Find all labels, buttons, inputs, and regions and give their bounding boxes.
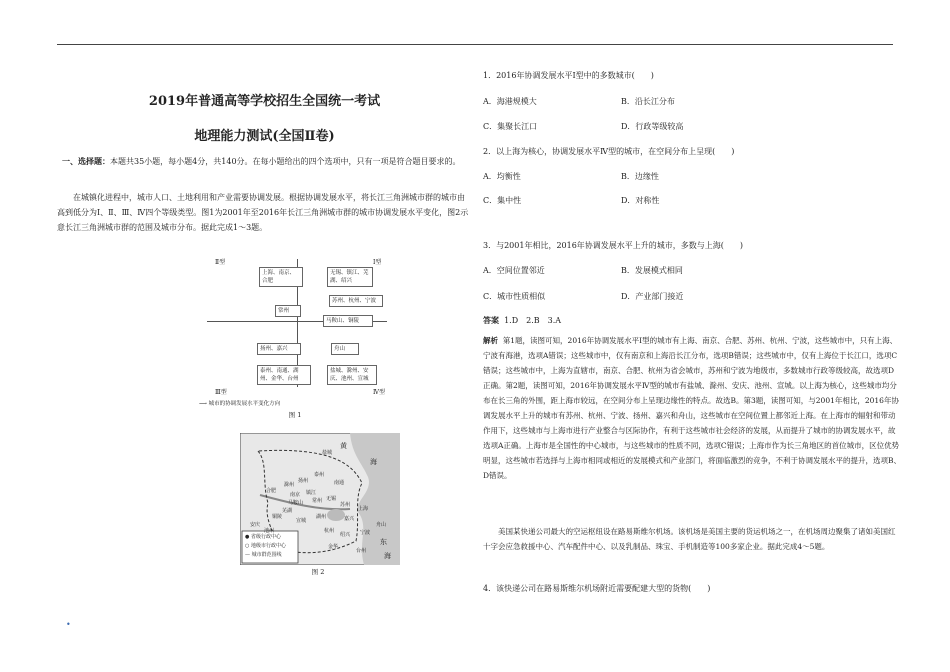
figure1-legend: ⟶ 城市的协调发展水平变化方向 [199, 401, 281, 407]
sea-label-4: 海 [384, 552, 391, 560]
box-shanghai-nanjing-hefei: 上海、南京、合肥 [259, 267, 303, 287]
box-changzhou: 常州 [275, 305, 301, 317]
city-jinhua: 金华 [328, 544, 339, 550]
city-zhoushan: 舟山 [376, 522, 387, 528]
legend-provincial: 省级行政中心 [250, 534, 281, 540]
city-nantong: 南通 [334, 480, 345, 486]
legend-boundary: 城市群范围线 [251, 552, 282, 558]
question-2-stem: 2．以上海为核心，协调发展水平Ⅳ型的城市，在空间分布上呈现( ) [483, 147, 735, 156]
sea-label-2: 海 [370, 458, 377, 466]
q2-option-a: A．均衡性 [483, 172, 521, 181]
city-tongling: 铜陵 [272, 514, 283, 520]
city-changzhou: 常州 [312, 498, 323, 504]
header-rule [57, 44, 893, 45]
explain-text: 第1题，读图可知，2016年协调发展水平Ⅰ型的城市有上海、南京、合肥、苏州、杭州、宁波，这些城市中，只有上海、宁波有海港，选项A错误；这些城市中，仅有南京和上海沿长江分布，选项B错误；这些城市中，仅有上海位于长江口，选项C错误；这些城市中，上海为直辖市，南京、合肥、杭州为省会城市，苏州和宁波为地级市，多数城市行政等级较高，故选项D正确。第2题，读图可知，2016年协调发展水平Ⅳ型的城市有盐城、滁州、安庆、池州、宣城。以上海为核心，这些城市均分布在长三角的外围，距上海市较远，在空间分布上呈现边缘性的特点。故选B。第3题，读图可知，与2001年相比，2016年协调发展水平上升的城市有苏州、杭州、宁波、扬州、嘉兴和舟山，这些城市在空间位置上都邻近上海。在上海市的辐射和带动作用下，这些城市与上海市进行产业整合与区际协作，有利于这些城市社会经济的发展，从而提升了城市的协调发展水平，故选项A正确。上海市是全国性的中心城市，与这些城市的性质不同，选项C错误；上海市作为长三角地区的首位城市，区位优势明显，这些城市若选择与上海市相同或相近的发展模式和产业部门，将面临激烈的竞争，不利于协调发展水平的提升，选项B、D错误。 [483, 336, 902, 480]
exam-title: 2019年普通高等学校招生全国统一考试 [148, 94, 381, 109]
city-wuhu: 芜湖 [282, 508, 293, 514]
answer-text: 1.D 2.B 3.A [504, 316, 562, 325]
type-iii-label: Ⅲ型 [215, 389, 227, 396]
box-suzhou-hangzhou-ningbo: 苏州、杭州、宁波 [329, 295, 383, 307]
city-yangzhou: 扬州 [298, 478, 309, 484]
city-jiaxing: 嘉兴 [344, 516, 355, 522]
question-4-stem: 4．该快递公司在路易斯维尔机场附近需要配建大型的货物( ) [483, 584, 711, 593]
box-taizhou-nantong: 泰州、南通、湖州、金华、台州 [257, 365, 311, 385]
city-nanjing: 南京 [290, 492, 301, 498]
city-anqing: 安庆 [250, 522, 261, 528]
answer-line [483, 315, 561, 326]
q1-option-d: D．行政等级较高 [621, 122, 684, 131]
q3-option-d: D．产业部门接近 [621, 292, 684, 301]
city-ningbo: 宁波 [360, 530, 371, 536]
exam-subtitle: 地理能力测试(全国Ⅱ卷) [194, 129, 335, 144]
q1-option-b: B．沿长江分布 [621, 97, 675, 106]
q3-option-c: C．城市性质相似 [483, 292, 546, 301]
q2-option-b: B．边缘性 [621, 172, 659, 181]
question-3-stem: 3．与2001年相比，2016年协调发展水平上升的城市，多数与上海( ) [483, 241, 744, 250]
box-yancheng-chuzhou: 盐城、滁州、安庆、池州、宣城 [327, 365, 377, 385]
explain-label: 解析 [483, 336, 498, 345]
city-hefei: 合肥 [266, 488, 277, 494]
explanation [483, 333, 901, 483]
q1-option-a: A．海港规模大 [483, 97, 537, 106]
map-legend [245, 533, 286, 560]
city-chuzhou: 滁州 [284, 482, 295, 488]
box-wuxi-zhenjiang: 无锡、镇江、芜湖、绍兴 [327, 267, 373, 287]
sea-label-3: 东 [380, 538, 387, 546]
intro-paragraph: 在城镇化进程中，城市人口、土地利用和产业需要协调发展。根据协调发展水平，将长江三角洲城市群的城市由高到低分为Ⅰ、Ⅱ、Ⅲ、Ⅳ四个等级类型。图1为2001年至2016年长江三角洲城市群的城市协调发展水平变化，图2示意长江三角洲城市群的范围及城市分布。据此完成1～3题。 [57, 193, 469, 232]
q1-option-c: C．集聚长江口 [483, 122, 538, 131]
type-ii-label: Ⅱ型 [215, 259, 226, 266]
figure2-caption: 图 2 [311, 568, 325, 576]
city-wuxi: 无锡 [326, 496, 337, 502]
question-1-stem: 1．2016年协调发展水平Ⅰ型中的多数城市( ) [483, 71, 654, 80]
q3-option-b: B．发展模式相同 [621, 266, 683, 275]
box-yangzhou-jiaxing: 扬州、嘉兴 [257, 343, 301, 355]
city-huzhou: 湖州 [316, 514, 327, 520]
footer-dot: • [66, 620, 71, 629]
q2-option-c: C．集中性 [483, 196, 522, 205]
legend-text: 城市的协调发展水平变化方向 [208, 401, 281, 407]
legend-row-3: — 城市群范围线 [245, 552, 282, 558]
type-i-label: Ⅰ型 [373, 259, 382, 266]
city-zhenjiang: 镇江 [306, 490, 317, 496]
intro-paragraph-2: 美国某快递公司最大的空运枢纽设在路易斯维尔机场。该机场是美国主要的货运机场之一，在机场周边聚集了诸如美国红十字会应急救援中心、汽车配件中心、以及乳制品、珠宝、手机制造等100多家企业。据此完成4～5题。 [483, 527, 896, 551]
box-zhoushan: 舟山 [331, 343, 359, 355]
sea-label-1: 黄 [340, 442, 347, 450]
city-shaoxing: 绍兴 [340, 532, 351, 538]
city-taizhou-zj: 台州 [356, 548, 367, 554]
q3-option-a: A．空间位置邻近 [483, 266, 545, 275]
legend-row-2: ○ 地级市行政中心 [245, 543, 286, 549]
city-xuancheng: 宣城 [296, 518, 307, 524]
q2-option-d: D．对称性 [621, 196, 660, 205]
city-suzhou: 苏州 [340, 502, 351, 508]
section-label: 一、选择题： [62, 156, 110, 166]
city-shanghai: 上海 [358, 506, 369, 512]
section-text: 本题共35小题，每小题4分，共140分。在每小题给出的四个选项中，只有一项是符合题目要求的。 [110, 157, 461, 166]
section-heading [62, 154, 470, 169]
type-iv-label: Ⅳ型 [373, 389, 385, 396]
figure1-caption: 图 1 [288, 411, 302, 419]
figure-2-map [240, 433, 400, 575]
legend-row-1: ● 省级行政中心 [245, 534, 281, 540]
answer-label: 答案 [483, 315, 499, 325]
city-hangzhou: 杭州 [324, 528, 335, 534]
city-chizhou: 池州 [264, 528, 275, 534]
city-maanshan: 马鞍山 [288, 500, 304, 506]
box-maanshan-tongling: 马鞍山、铜陵 [323, 315, 373, 327]
city-taizhou: 泰州 [314, 472, 325, 478]
legend-prefecture: 地级市行政中心 [250, 543, 286, 549]
city-yancheng: 盐城 [322, 450, 333, 456]
figure-1 [197, 253, 395, 425]
